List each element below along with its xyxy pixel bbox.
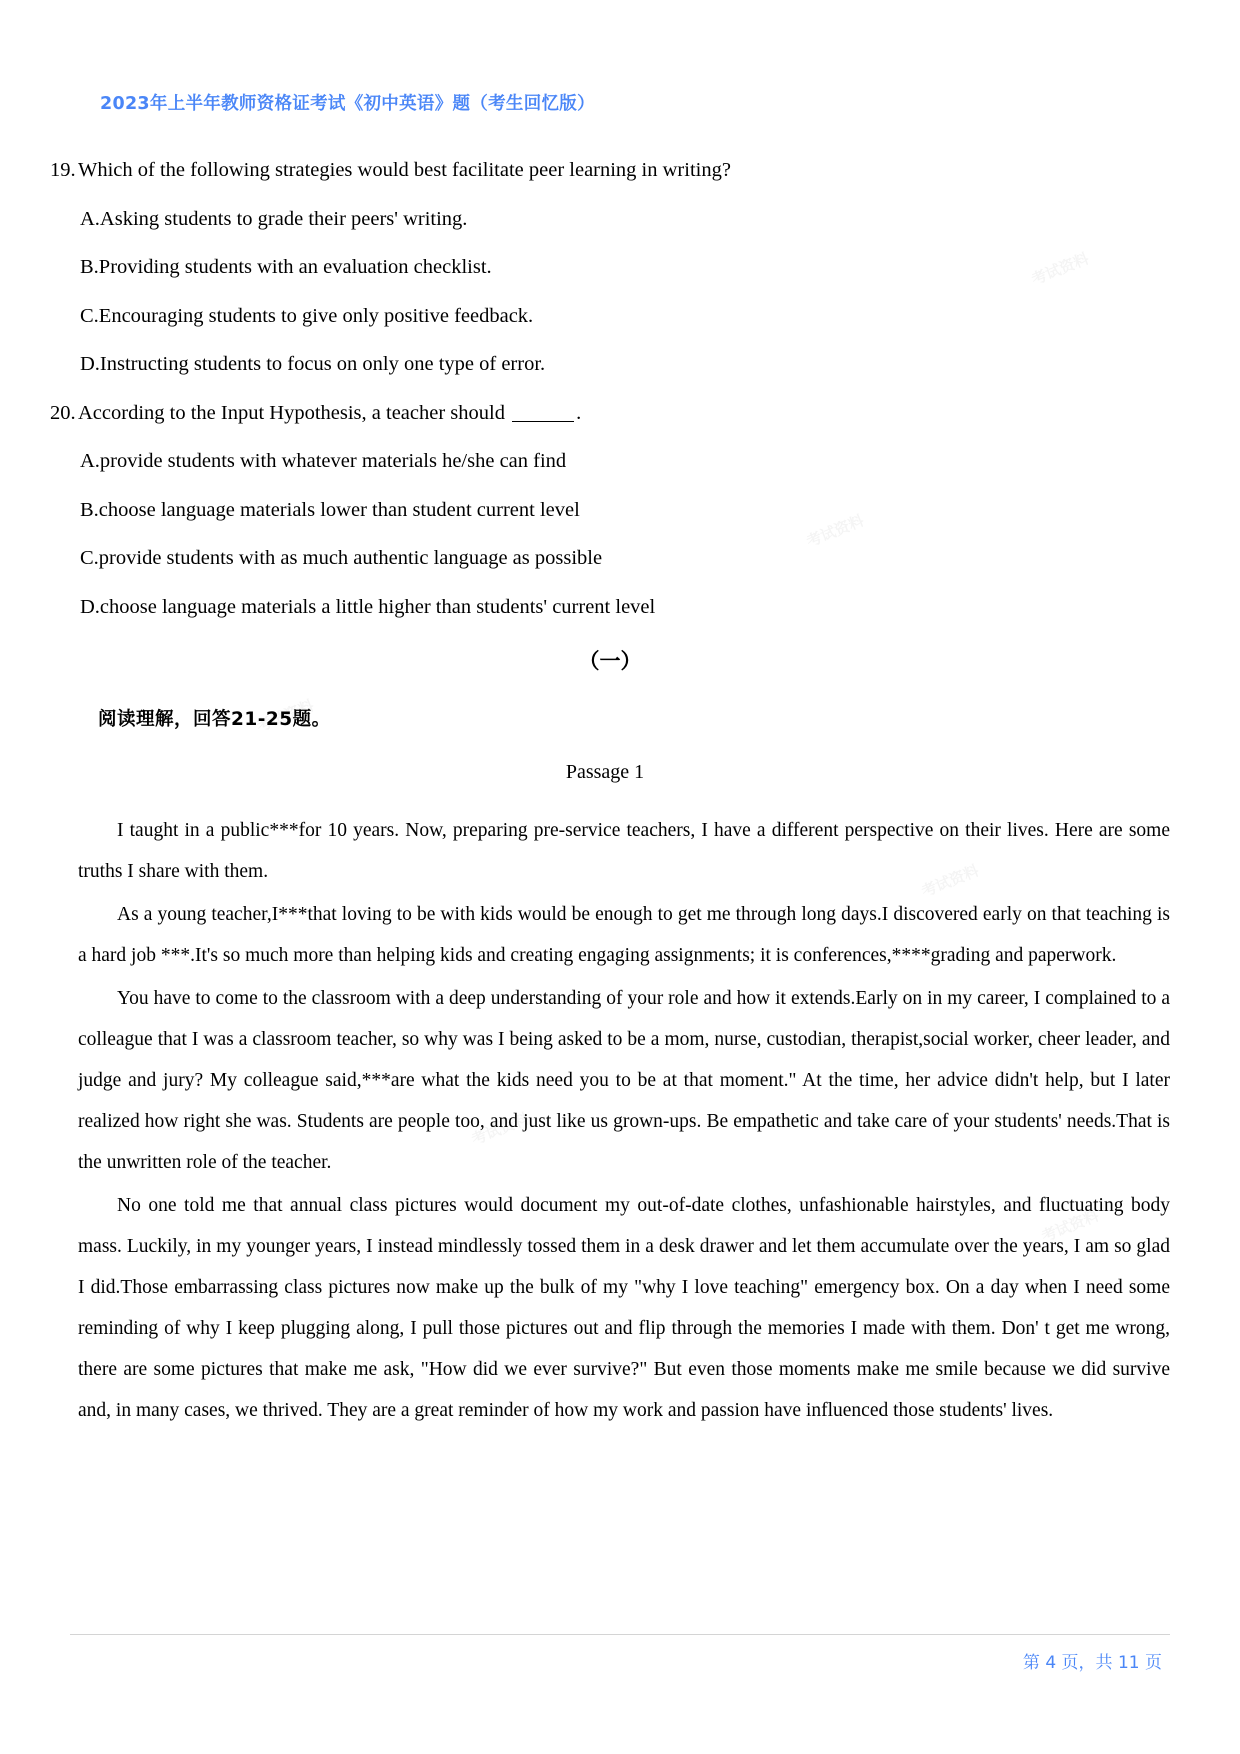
question-20-number: 20. bbox=[50, 401, 76, 424]
question-19-option-c[interactable]: C.Encouraging students to give only positive feedback. bbox=[80, 304, 534, 327]
passage-paragraph: I taught in a public***for 10 years. Now, preparing pre-service teachers, I have a different perspective on their lives. Here are some truths I share with them. bbox=[78, 820, 1170, 883]
section-title: （一） bbox=[578, 649, 642, 674]
answer-blank bbox=[512, 421, 574, 422]
passage-paragraph: You have to come to the classroom with a deep understanding of your role and how it extends.Early on in my career, I complained to a colleague that I was a classroom teacher, so why was I being asked to be a mom, nurse, custodian, therapist,social worker, cheer leader, and judge and jury? My colleague said,***are what the kids need you to be at that moment." At the time, her advice didn't help, but I later realized how right she was. Students are people too, and just like us grown-ups. Be empathetic and take care of your students' needs.That is the unwritten role of the teacher. bbox=[78, 988, 1170, 1174]
question-block-19 bbox=[0, 160, 1240, 376]
document-header-title: 2023年上半年教师资格证考试《初中英语》题（考生回忆版） bbox=[100, 94, 595, 114]
question-20-text-before-blank: According to the Input Hypothesis, a teacher should bbox=[78, 401, 511, 424]
question-20-option-d[interactable]: D.choose language materials a little higher than students' current level bbox=[80, 595, 656, 618]
passage-label: Passage 1 bbox=[565, 761, 645, 784]
question-20-option-c[interactable]: C.provide students with as much authentic language as possible bbox=[80, 547, 603, 570]
question-19-option-a[interactable]: A.Asking students to grade their peers' writing. bbox=[80, 207, 468, 230]
question-20-text-after-blank: . bbox=[576, 401, 582, 424]
question-19-stem bbox=[0, 160, 1240, 182]
passage-paragraph: No one told me that annual class pictures would document my out-of-date clothes, unfashionable hairstyles, and fluctuating body mass. Luckily, in my younger years, I instead mindlessly tossed them in a desk drawer and let them accumulate over the years, I am so glad I did.Those embarrassing class pictures now make up the bulk of my "why I love teaching" emergency box. On a day when I need some reminding of why I keep plugging along, I pull those pictures out and flip through the memories I made with them. Don' t get me wrong, there are some pictures that make me ask, "How did we ever survive?" But even those moments make me smile because we did survive and, in many cases, we thrived. They are a great reminder of how my work and passion have influenced those students' lives. bbox=[78, 1195, 1170, 1422]
question-19-option-d[interactable]: D.Instructing students to focus on only one type of error. bbox=[80, 353, 546, 376]
question-20-option-b[interactable]: B.choose language materials lower than student current level bbox=[80, 498, 580, 521]
question-19-text: Which of the following strategies would best facilitate peer learning in writing? bbox=[78, 159, 731, 181]
question-19-option-b[interactable]: B.Providing students with an evaluation checklist. bbox=[80, 256, 492, 279]
question-19-number: 19. bbox=[50, 159, 76, 181]
footer-page-number: 第 4 页，共 11 页 bbox=[1022, 1653, 1162, 1673]
question-20-stem bbox=[0, 403, 1240, 425]
footer-divider bbox=[70, 1634, 1170, 1635]
passage-paragraph: As a young teacher,I***that loving to be with kids would be enough to get me through long days.I discovered early on that teaching is a hard job ***.It's so much more than helping kids and creating engaging assignments; it is conferences,****grading and paperwork. bbox=[78, 904, 1170, 967]
question-block-20 bbox=[0, 403, 1240, 619]
section-instruction: 阅读理解，回答21-25题。 bbox=[98, 709, 331, 731]
document-content bbox=[0, 160, 1240, 1433]
question-20-option-a[interactable]: A.provide students with whatever materials he/she can find bbox=[80, 450, 567, 473]
